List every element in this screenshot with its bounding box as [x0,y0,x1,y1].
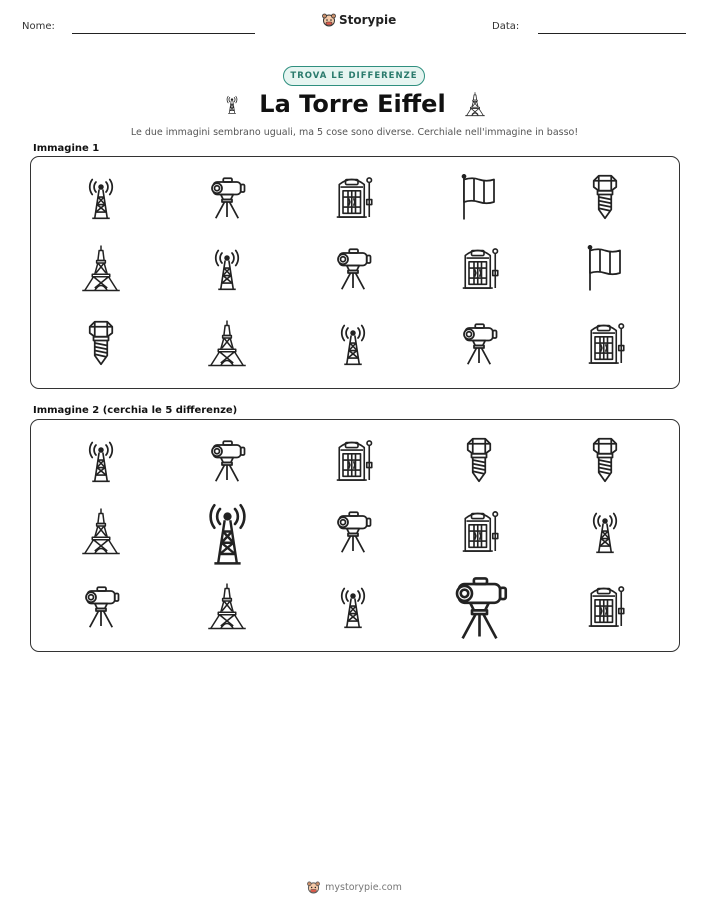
eiffel-tower-icon[interactable] [202,581,252,631]
bolt-icon [580,172,630,222]
antenna-icon [328,318,378,368]
storypie-mascot-icon [307,881,320,894]
theodolite-icon [202,172,252,222]
elevator-icon [328,172,378,222]
antenna-icon[interactable] [580,506,630,556]
title-row [0,90,709,118]
theodolite-icon[interactable] [442,569,517,644]
date-label: Data: [492,21,520,32]
elevator-icon [580,318,630,368]
image1-label: Immagine 1 [33,143,100,154]
image2-panel[interactable] [30,419,680,652]
page-title: La Torre Eiffel [259,90,446,118]
bolt-icon[interactable] [454,435,504,485]
footer [0,881,709,894]
antenna-icon [76,172,126,222]
name-field[interactable] [72,33,255,34]
theodolite-icon[interactable] [202,435,252,485]
storypie-mascot-icon [322,13,336,27]
eiffel-tower-icon[interactable] [76,506,126,556]
footer-link[interactable]: mystorypie.com [325,882,402,893]
activity-badge: TROVA LE DIFFERENZE [283,66,425,86]
name-label: Nome: [22,21,55,32]
antenna-icon[interactable] [328,581,378,631]
eiffel-tower-icon [76,243,126,293]
antenna-icon[interactable] [190,494,265,569]
antenna-icon [202,243,252,293]
antenna-icon[interactable] [76,435,126,485]
elevator-icon[interactable] [580,581,630,631]
image1-panel [30,156,680,389]
elevator-icon[interactable] [328,435,378,485]
eiffel-tower-icon [202,318,252,368]
image2-label: Immagine 2 (cerchia le 5 differenze) [33,405,238,416]
instructions: Le due immagini sembrano uguali, ma 5 cose sono diverse. Cerchiale nell'immagine in basso! [130,127,579,138]
date-field[interactable] [538,33,686,34]
brand-name: Storypie [339,13,397,27]
brand-logo [322,13,396,27]
flag-icon [454,172,504,222]
elevator-icon[interactable] [454,506,504,556]
theodolite-icon[interactable] [328,506,378,556]
antenna-icon [221,93,243,115]
theodolite-icon[interactable] [76,581,126,631]
theodolite-icon [328,243,378,293]
bolt-icon [76,318,126,368]
flag-icon [580,243,630,293]
theodolite-icon [454,318,504,368]
bolt-icon[interactable] [580,435,630,485]
elevator-icon [454,243,504,293]
eiffel-tower-icon [462,91,488,117]
